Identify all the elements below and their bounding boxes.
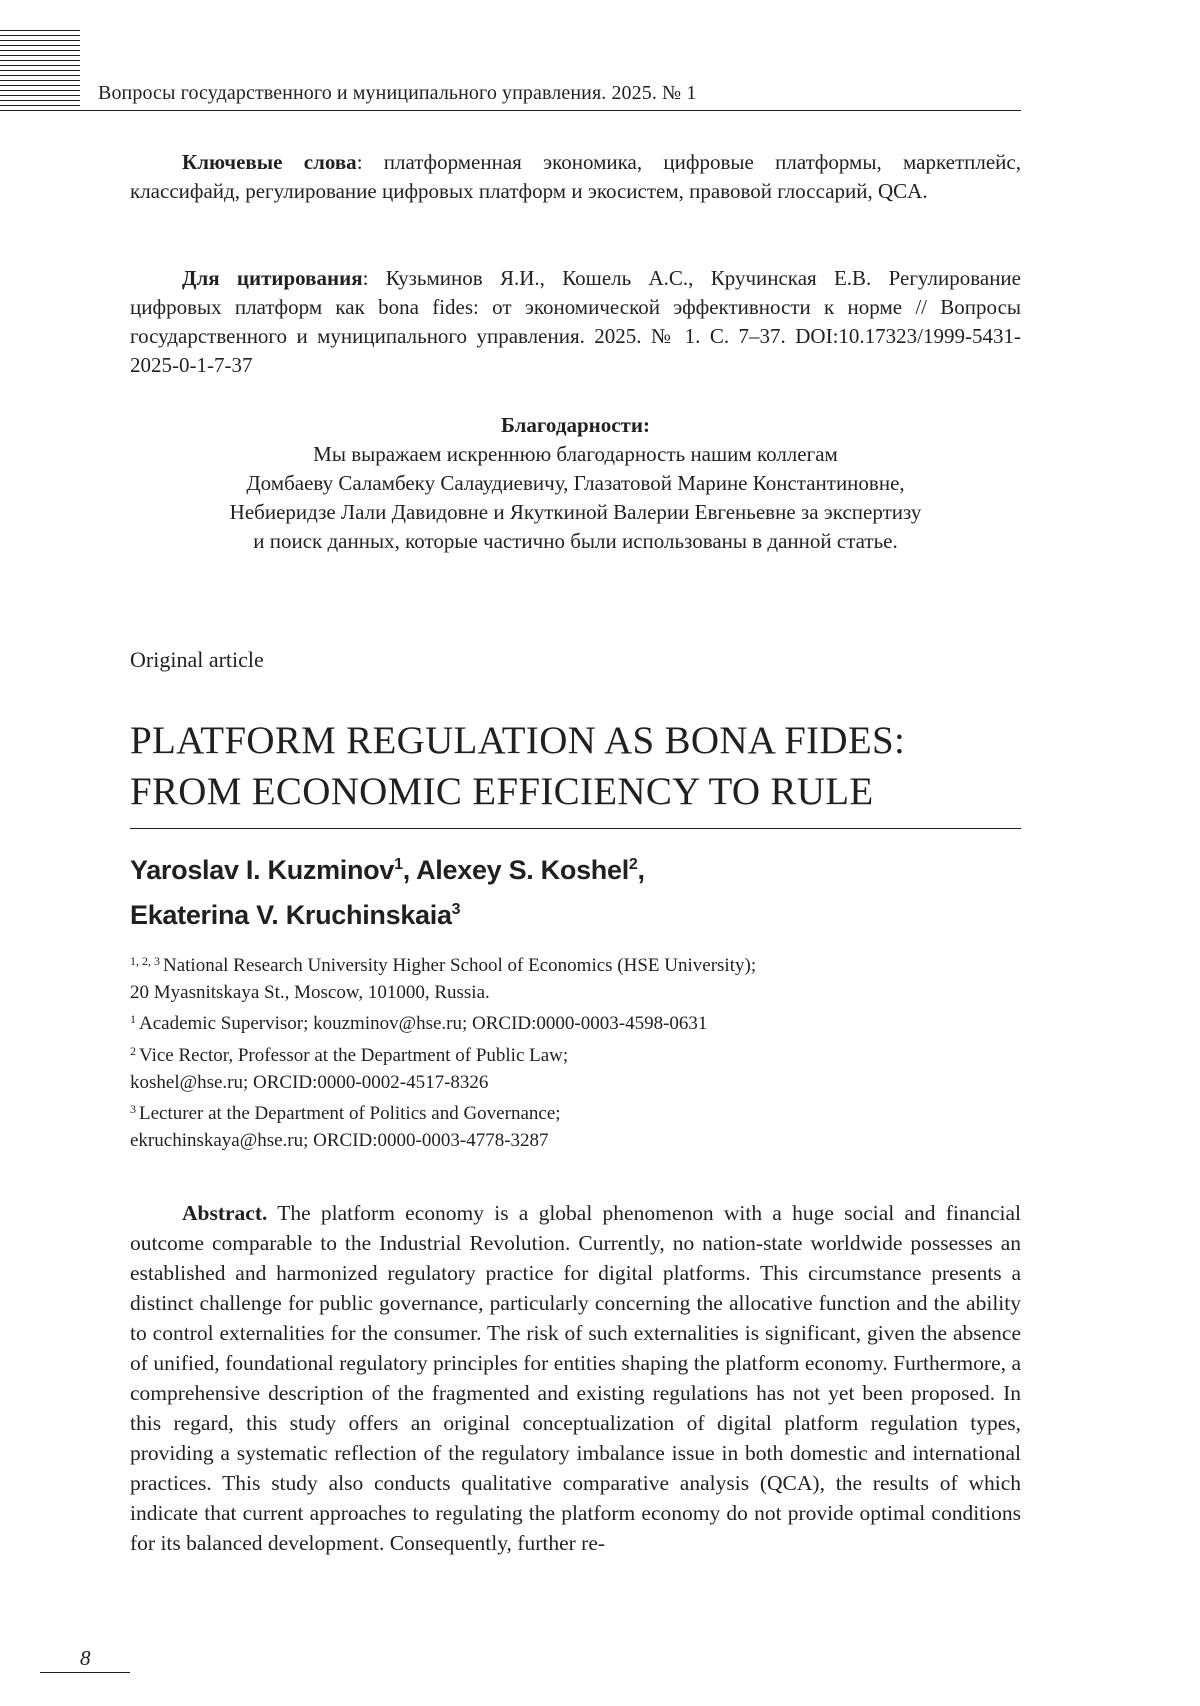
- acknowledgements-line: Мы выражаем искреннюю благодарность нашим коллегам: [313, 442, 838, 466]
- author-affiliation-mark: 2: [628, 856, 638, 873]
- abstract-label: Abstract.: [182, 1201, 268, 1225]
- page-number-rule: [40, 1672, 130, 1673]
- abstract-text: The platform economy is a global phenomenon with a huge social and financial outcome comparable to the Industrial Revolution. Currently, no nation-state worldwide possesses an established and harmonized regulatory practice for digital platforms. This circumstance presents a distinct challenge for public governance, particularly concerning the allocative function and the ability to control externalities for the consumer. The risk of such externalities is significant, given the absence of unified, foundational regulatory principles for entities shaping the platform economy. Furthermore, a comprehensive description of the fragmented and existing regulations has not yet been proposed. In this regard, this study offers an original conceptualization of digital platform regulation types, providing a systematic reflection of the regulatory imbalance issue in both domestic and international practices. This study also conducts qualitative comparative analysis (QCA), the results of which indicate that current approaches to regulating the platform economy do not provide optimal conditions for its balanced development. Consequently, further re-: [130, 1201, 1021, 1555]
- acknowledgements-line: Небиеридзе Лали Давидовне и Якуткиной Валерии Евгеньевне за экспертизу: [229, 500, 922, 524]
- affiliation-line: koshel@hse.ru; ORCID:0000-0002-4517-8326: [130, 1071, 489, 1093]
- affiliation-line: ekruchinskaya@hse.ru; ORCID:0000-0003-4778-3287: [130, 1130, 549, 1152]
- affiliations: [130, 948, 756, 1154]
- keywords-label: Ключевые слова: [182, 150, 357, 174]
- citation-block: [130, 264, 1021, 380]
- running-title: Вопросы государственного и муниципального управления. 2025. № 1: [98, 82, 697, 104]
- header-decorative-lines: [0, 30, 80, 106]
- author-affiliation-mark: 3: [451, 901, 461, 918]
- article-type: Original article: [130, 647, 264, 672]
- author-name: Ekaterina V. Kruchinskaia: [130, 900, 452, 930]
- author-affiliation-mark: 1: [394, 856, 403, 873]
- keywords-text: : платформенная экономика, цифровые платформы, маркетплейс, классифайд, регулирование цифровых платформ и экосистем, правовой глоссарий, QCA.: [130, 150, 1021, 203]
- keywords-paragraph: [130, 148, 1021, 206]
- author-name: Yaroslav I. Kuzminov: [130, 855, 395, 885]
- title-rule: [130, 828, 1021, 829]
- affiliation-line: 20 Myasnitskaya St., Moscow, 101000, Russia.: [130, 982, 490, 1004]
- author-name: Alexey S. Koshel: [416, 855, 629, 885]
- authors: Yaroslav I. Kuzminov$^1$, Alexey S. Koshel$^2$, Ekaterina V. Kruchinskaia$^3$: [130, 855, 645, 930]
- citation-text: : Кузьминов Я.И., Кошель А.С., Кручинская Е.В. Регулирование цифровых платформ как bona fides: от экономической эффективности к норме // Вопросы государственного и муниципального управления. 2025. № 1. С. 7–37. DOI:10.17323/1999-5431-2025-0-1-7-37: [130, 266, 1021, 377]
- affiliation-line: $^2$ Vice Rector, Professor at the Department of Public Law;: [130, 1043, 569, 1066]
- acknowledgements-line: и поиск данных, которые частично были использованы в данной статье.: [253, 529, 898, 553]
- citation-label: Для цитирования: [182, 266, 363, 290]
- abstract-paragraph: [130, 1198, 1021, 1558]
- article-title-line2: FROM ECONOMIC EFFICIENCY TO RULE: [130, 770, 874, 813]
- affiliation-line: $^{1, 2, 3}$ National Research University Higher School of Economics (HSE University);: [130, 954, 757, 976]
- article-title-line1: PLATFORM REGULATION AS BONA FIDES:: [130, 719, 906, 762]
- page-number: 8: [80, 1646, 91, 1670]
- affiliation-line: $^1$ Academic Supervisor; kouzminov@hse.ru; ORCID:0000-0003-4598-0631: [130, 1012, 708, 1035]
- keywords-block: [130, 148, 1021, 206]
- acknowledgements-block: [130, 411, 1021, 556]
- acknowledgements-line: Домбаеву Саламбеку Салаудиевичу, Глазатовой Марине Константиновне,: [246, 471, 905, 495]
- header-rule: [0, 110, 1021, 111]
- affiliation-line: $^3$ Lecturer at the Department of Politics and Governance;: [130, 1102, 561, 1125]
- acknowledgements-heading: Благодарности:: [501, 413, 650, 437]
- citation-paragraph: [130, 264, 1021, 380]
- article-title: [130, 715, 905, 817]
